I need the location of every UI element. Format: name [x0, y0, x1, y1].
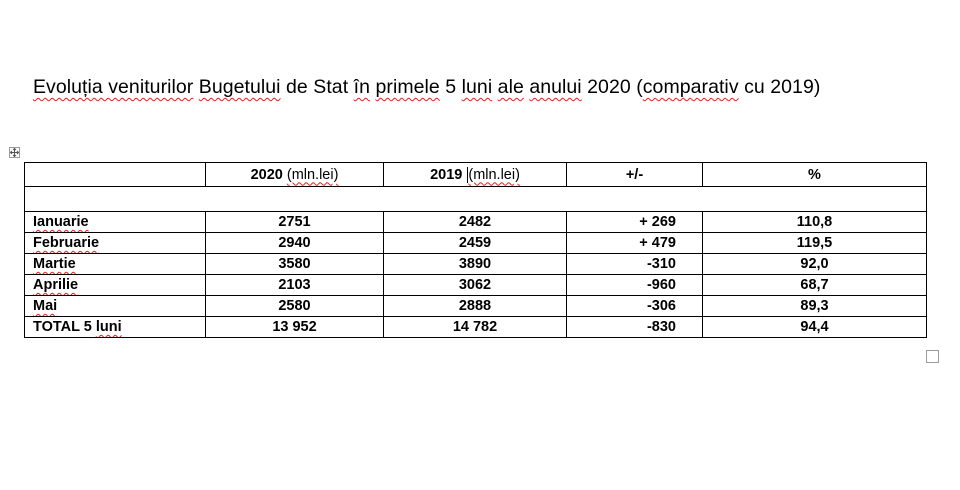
row-2020-value[interactable]: 2580	[206, 296, 384, 317]
row-2019-value[interactable]: 3062	[384, 275, 567, 296]
title-part: comparativ	[642, 76, 739, 98]
row-2020-value[interactable]: 2103	[206, 275, 384, 296]
table-row	[25, 296, 927, 317]
row-percent-value[interactable]: 68,7	[703, 275, 927, 296]
row-label[interactable]	[25, 254, 206, 275]
title-part: anului	[529, 76, 582, 98]
table-row	[25, 254, 927, 275]
header-2019-unit: (mln.lei)	[468, 166, 520, 183]
move-arrows-icon	[10, 148, 19, 157]
table-resize-handle[interactable]	[926, 350, 939, 363]
document-title	[33, 76, 933, 99]
blank-merged-cell[interactable]	[25, 187, 927, 212]
row-2019-value[interactable]: 2888	[384, 296, 567, 317]
total-percent[interactable]: 94,4	[703, 317, 927, 338]
row-label[interactable]	[25, 212, 206, 233]
title-part: în	[353, 76, 371, 98]
table-row	[25, 212, 927, 233]
header-2019-year: 2019	[430, 166, 463, 183]
table-header-row	[25, 163, 927, 187]
total-label-a: TOTAL 5	[33, 319, 92, 335]
total-2019[interactable]: 14 782	[384, 317, 567, 338]
header-2019[interactable]	[384, 163, 567, 187]
table-row	[25, 275, 927, 296]
row-label[interactable]	[25, 275, 206, 296]
header-2020-unit: (mln.lei)	[286, 166, 339, 183]
row-2020-value[interactable]: 2751	[206, 212, 384, 233]
title-part: 5	[439, 76, 462, 98]
row-percent-value[interactable]: 92,0	[703, 254, 927, 275]
total-label-b: luni	[95, 319, 122, 335]
header-cell-empty[interactable]	[25, 163, 206, 187]
title-part: primele	[375, 76, 440, 98]
row-label-text: Aprilie	[33, 277, 79, 293]
row-2019-value[interactable]: 2482	[384, 212, 567, 233]
row-2019-value[interactable]: 2459	[384, 233, 567, 254]
row-diff-value[interactable]: -310	[567, 254, 703, 275]
title-part: de Stat	[280, 76, 354, 98]
title-part: luni	[461, 76, 493, 98]
row-diff-value[interactable]: -960	[567, 275, 703, 296]
title-part: 2020 (	[581, 76, 643, 98]
total-label[interactable]	[25, 317, 206, 338]
title-part: cu 2019)	[738, 76, 821, 98]
row-label-text: Martie	[33, 256, 76, 272]
row-diff-value[interactable]: + 479	[567, 233, 703, 254]
title-part: Evoluția veniturilor	[33, 76, 194, 98]
total-diff[interactable]: -830	[567, 317, 703, 338]
revenue-table	[24, 162, 927, 338]
row-label[interactable]	[25, 233, 206, 254]
total-2020[interactable]: 13 952	[206, 317, 384, 338]
row-label-text: Mai	[33, 298, 58, 314]
row-label-text: Februarie	[33, 235, 100, 251]
header-diff[interactable]: +/-	[567, 163, 703, 187]
header-percent[interactable]: %	[703, 163, 927, 187]
row-label[interactable]	[25, 296, 206, 317]
table-row	[25, 233, 927, 254]
row-2020-value[interactable]: 3580	[206, 254, 384, 275]
header-2020-year: 2020	[250, 166, 283, 183]
title-part: ale	[497, 76, 524, 98]
title-part: Bugetului	[198, 76, 281, 98]
row-diff-value[interactable]: + 269	[567, 212, 703, 233]
table-total-row	[25, 317, 927, 338]
table-blank-row	[25, 187, 927, 212]
row-label-text: Ianuarie	[33, 214, 89, 230]
row-diff-value[interactable]: -306	[567, 296, 703, 317]
table-move-handle[interactable]	[9, 147, 20, 158]
row-2020-value[interactable]: 2940	[206, 233, 384, 254]
row-2019-value[interactable]: 3890	[384, 254, 567, 275]
row-percent-value[interactable]: 110,8	[703, 212, 927, 233]
row-percent-value[interactable]: 89,3	[703, 296, 927, 317]
header-2020[interactable]	[206, 163, 384, 187]
row-percent-value[interactable]: 119,5	[703, 233, 927, 254]
